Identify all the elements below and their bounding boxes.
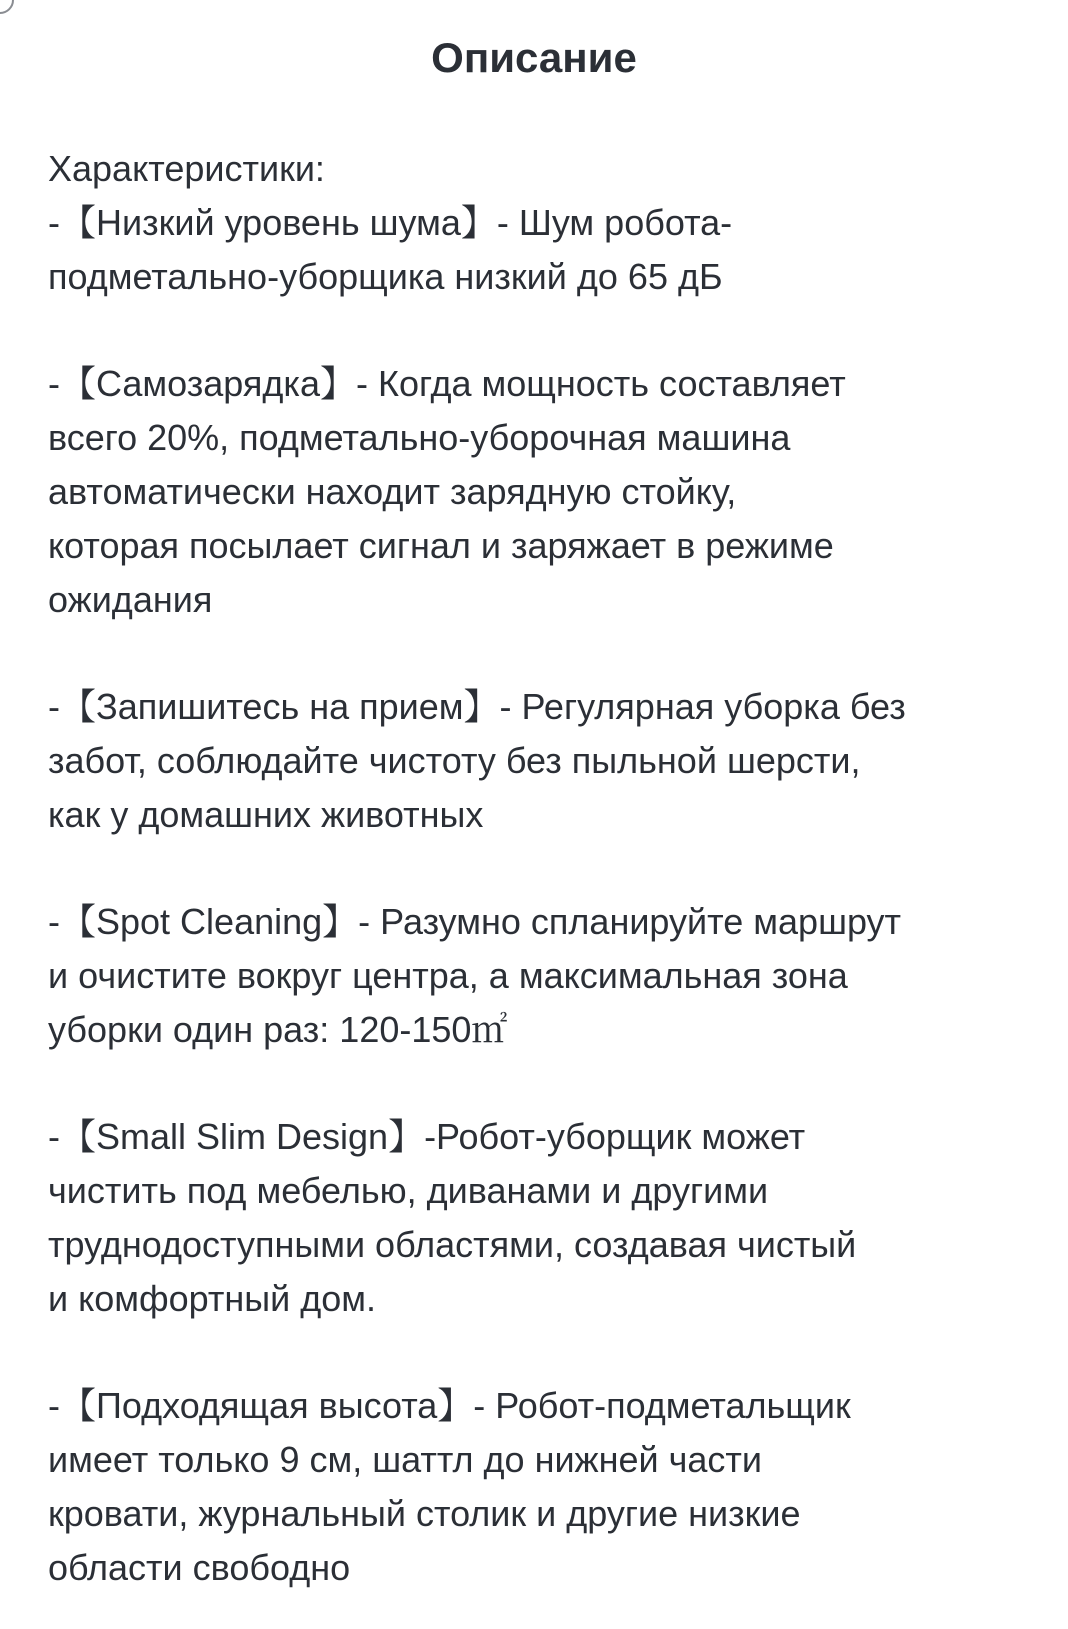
page-title: Описание	[431, 34, 637, 81]
corner-handle-icon	[0, 0, 14, 14]
feature-self-charging	[48, 357, 1038, 627]
feature-line: подметально-уборщика низкий до 65 дБ	[48, 256, 723, 297]
feature-noise	[48, 196, 1038, 304]
feature-line: имеет только 9 см, шаттл до нижней части	[48, 1439, 763, 1480]
feature-line: труднодоступными областями, создавая чистый	[48, 1224, 857, 1265]
feature-line: -【Низкий уровень шума】- Шум робота-	[48, 202, 733, 243]
feature-line: чистить под мебелью, диванами и другими	[48, 1170, 769, 1211]
feature-line: автоматически находит зарядную стойку,	[48, 471, 737, 512]
feature-line: как у домашних животных	[48, 794, 484, 835]
feature-height	[48, 1379, 1038, 1595]
feature-line: кровати, журнальный столик и другие низкие	[48, 1493, 801, 1534]
feature-line: -【Spot Cleaning】- Разумно спланируйте маршрут	[48, 901, 902, 942]
description-body	[48, 142, 1038, 1595]
feature-line: которая посылает сигнал и заряжает в режиме	[48, 525, 834, 566]
feature-spot-cleaning	[48, 895, 1038, 1057]
feature-line: -【Запишитесь на прием】- Регулярная уборка без	[48, 686, 906, 727]
feature-line: -【Самозарядка】- Когда мощность составляет	[48, 363, 846, 404]
feature-line: уборки один раз: 120-150㎡	[48, 1009, 508, 1050]
feature-line: области свободно	[48, 1547, 351, 1588]
feature-line: ожидания	[48, 579, 213, 620]
feature-slim-design	[48, 1110, 1038, 1326]
paragraph-gap	[48, 627, 1038, 680]
paragraph-gap	[48, 1057, 1038, 1110]
feature-line: и комфортный дом.	[48, 1278, 377, 1319]
feature-line: всего 20%, подметально-уборочная машина	[48, 417, 791, 458]
paragraph-gap	[48, 304, 1038, 357]
feature-line: -【Small Slim Design】-Робот-уборщик может	[48, 1116, 806, 1157]
feature-schedule	[48, 680, 1038, 842]
paragraph-gap	[48, 1326, 1038, 1379]
characteristics-heading: Характеристики:	[48, 148, 325, 189]
feature-line: забот, соблюдайте чистоту без пыльной шерсти,	[48, 740, 861, 781]
feature-line: -【Подходящая высота】- Робот-подметальщик	[48, 1385, 851, 1426]
paragraph-gap	[48, 842, 1038, 895]
feature-line: и очистите вокруг центра, а максимальная зона	[48, 955, 848, 996]
